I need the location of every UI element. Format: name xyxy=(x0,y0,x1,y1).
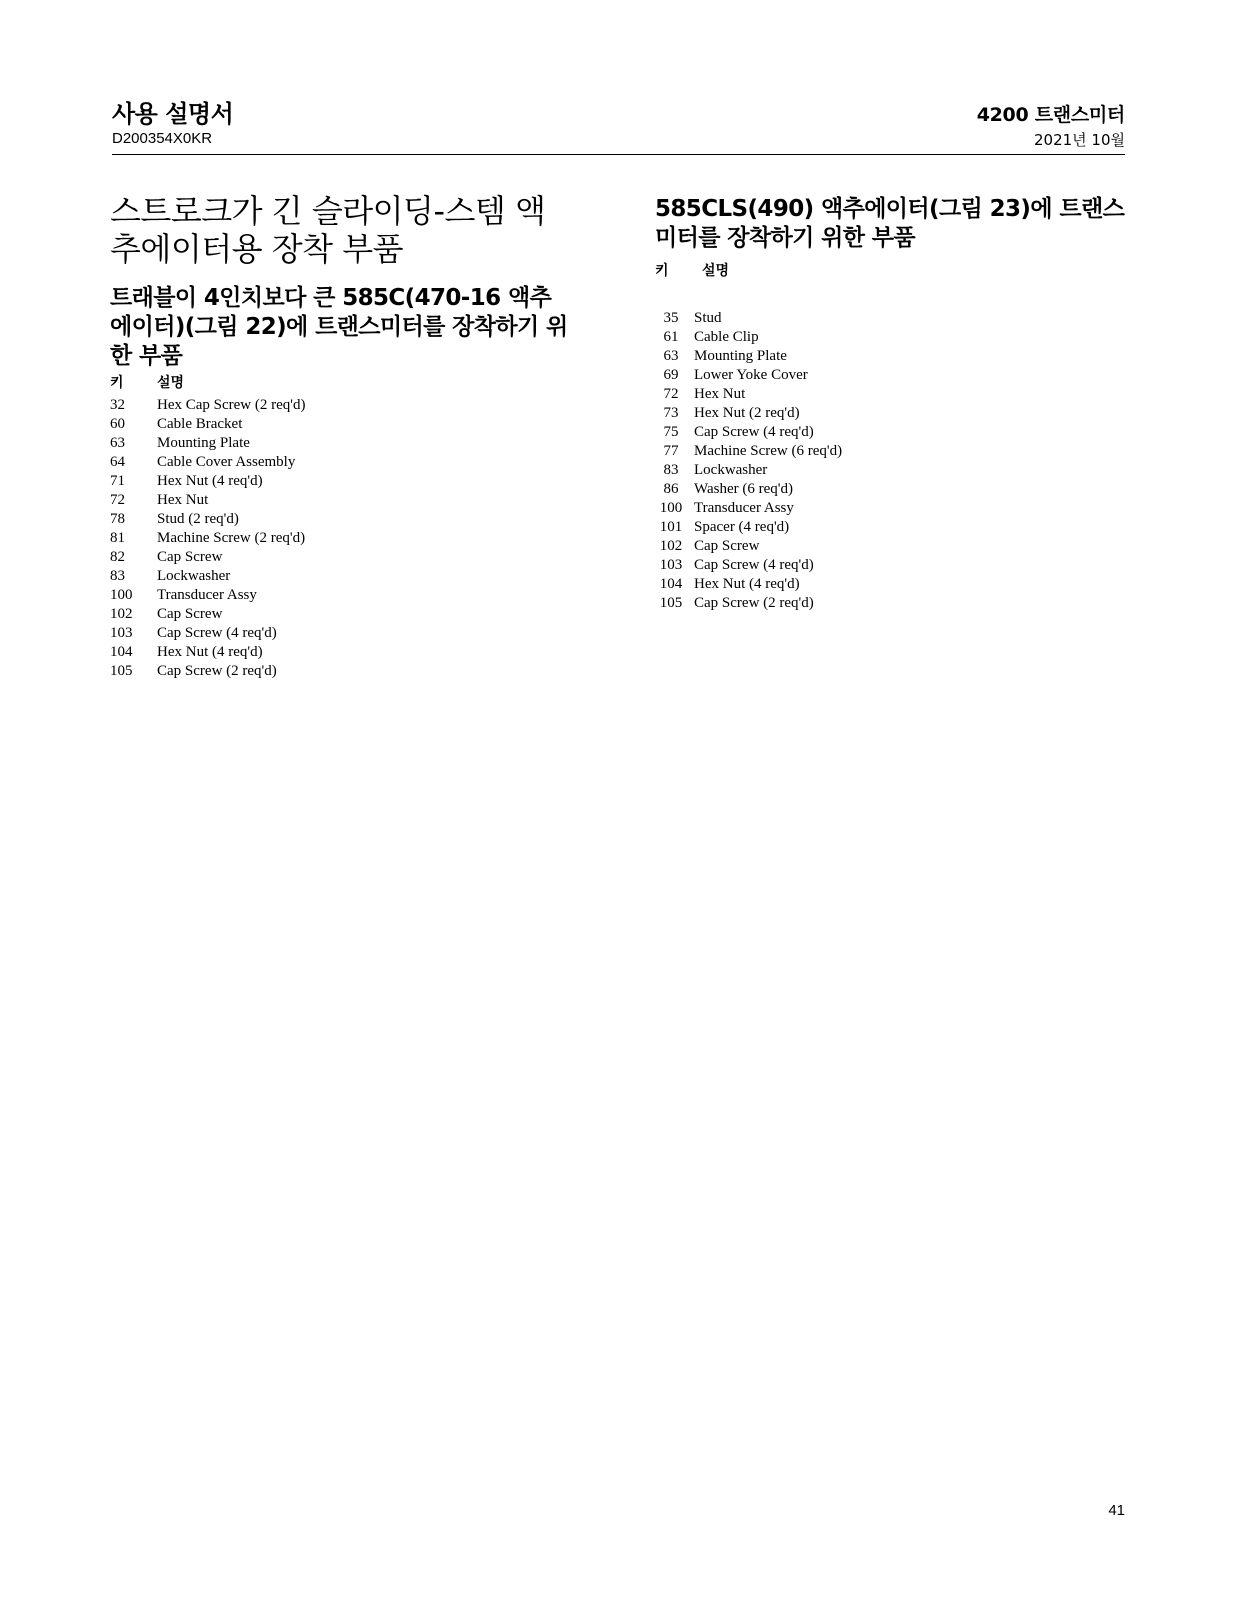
parts-list-row xyxy=(110,491,305,510)
parts-list-row xyxy=(648,385,842,404)
parts-list-row xyxy=(110,567,305,586)
parts-list-row xyxy=(648,347,842,366)
parts-list-row xyxy=(110,415,305,434)
part-description: Cap Screw xyxy=(157,606,223,622)
parts-list-row xyxy=(110,434,305,453)
parts-list-row xyxy=(110,624,305,643)
part-description: Mounting Plate xyxy=(157,435,250,451)
parts-list-row xyxy=(110,662,305,681)
part-description: Mounting Plate xyxy=(694,348,787,364)
parts-list-row xyxy=(110,396,305,415)
parts-list-row xyxy=(648,461,842,480)
part-key: 75 xyxy=(663,424,679,440)
part-description: Lower Yoke Cover xyxy=(694,367,808,383)
part-description: Washer (6 req'd) xyxy=(694,481,793,497)
part-description: Spacer (4 req'd) xyxy=(694,519,790,535)
part-key: 78 xyxy=(110,511,125,527)
part-key: 100 xyxy=(110,587,133,603)
parts-list-row xyxy=(648,518,842,537)
part-key: 61 xyxy=(663,329,679,345)
part-key: 82 xyxy=(110,549,125,565)
part-key: 32 xyxy=(110,397,125,413)
parts-list-row xyxy=(110,643,305,662)
part-description: Transducer Assy xyxy=(694,500,794,516)
part-description: Lockwasher xyxy=(157,568,231,584)
part-key: 83 xyxy=(110,568,125,584)
part-key: 73 xyxy=(663,405,679,421)
part-description: Machine Screw (2 req'd) xyxy=(157,530,306,546)
part-description: Cap Screw (2 req'd) xyxy=(694,595,814,611)
part-key: 69 xyxy=(663,367,679,383)
part-key: 71 xyxy=(110,473,125,489)
page-number: 41 xyxy=(1108,1502,1125,1519)
part-description: Cap Screw xyxy=(694,538,760,554)
part-description: Hex Nut xyxy=(694,386,746,402)
parts-list-row xyxy=(110,510,305,529)
parts-list-row xyxy=(110,472,305,491)
part-description: Hex Nut (4 req'd) xyxy=(157,644,263,660)
parts-list-row xyxy=(648,575,842,594)
part-key: 81 xyxy=(110,530,125,546)
part-key: 72 xyxy=(663,386,679,402)
publication-date: 2021년 10월 xyxy=(1033,131,1125,149)
left-subsection-title: 트래블이 4인치보다 큰 585C(470-16 액추에이터)(그림 22)에 트랜스미터를 장착하기 위한 부품 xyxy=(110,285,568,369)
part-description: Hex Nut (2 req'd) xyxy=(694,405,800,421)
parts-list-row xyxy=(110,453,305,472)
parts-list-row xyxy=(648,366,842,385)
part-key: 103 xyxy=(110,625,133,641)
part-key: 103 xyxy=(659,557,683,573)
part-key: 63 xyxy=(663,348,679,364)
part-key: 104 xyxy=(659,576,683,592)
part-key: 105 xyxy=(659,595,683,611)
part-key: 86 xyxy=(663,481,679,497)
right-key-header: 키 xyxy=(655,263,669,279)
header-divider xyxy=(112,154,1125,155)
part-key: 83 xyxy=(663,462,679,478)
part-description: Cap Screw (4 req'd) xyxy=(157,625,277,641)
document-number: D200354X0KR xyxy=(112,130,213,147)
part-description: Stud xyxy=(694,310,722,326)
parts-list-row xyxy=(110,586,305,605)
part-description: Hex Nut xyxy=(157,492,209,508)
parts-list-row xyxy=(110,605,305,624)
part-description: Cap Screw (2 req'd) xyxy=(157,663,277,679)
parts-list-row xyxy=(648,423,842,442)
right-subsection-title: 585CLS(490) 액추에이터(그림 23)에 트랜스미터를 장착하기 위한 부품 xyxy=(655,196,1125,251)
part-description: Cable Clip xyxy=(694,329,759,345)
part-description: Machine Screw (6 req'd) xyxy=(694,443,843,459)
part-description: Hex Nut (4 req'd) xyxy=(694,576,800,592)
parts-list-row xyxy=(648,309,842,328)
right-parts-list xyxy=(648,309,842,613)
parts-list-row xyxy=(648,537,842,556)
part-key: 102 xyxy=(110,606,133,622)
part-description: Cable Bracket xyxy=(157,416,243,432)
part-description: Stud (2 req'd) xyxy=(157,511,239,527)
parts-list-row xyxy=(648,404,842,423)
part-key: 60 xyxy=(110,416,125,432)
parts-list-row xyxy=(648,442,842,461)
right-description-header: 설명 xyxy=(702,263,730,279)
parts-list-row xyxy=(648,594,842,613)
section-title: 스트로크가 긴 슬라이딩-스템 액추에이터용 장착 부품 xyxy=(110,192,546,268)
part-description: Hex Cap Screw (2 req'd) xyxy=(157,397,306,413)
part-key: 77 xyxy=(663,443,679,459)
left-key-header: 키 xyxy=(110,375,124,391)
part-description: Cable Cover Assembly xyxy=(157,454,296,470)
part-description: Hex Nut (4 req'd) xyxy=(157,473,263,489)
parts-list-row xyxy=(648,556,842,575)
part-key: 63 xyxy=(110,435,125,451)
part-key: 104 xyxy=(110,644,133,660)
manual-title: 사용 설명서 xyxy=(112,100,234,128)
product-name: 4200 트랜스미터 xyxy=(976,104,1125,126)
parts-list-row xyxy=(110,529,305,548)
part-description: Cap Screw xyxy=(157,549,223,565)
parts-list-row xyxy=(648,480,842,499)
left-description-header: 설명 xyxy=(157,375,185,391)
part-description: Cap Screw (4 req'd) xyxy=(694,424,814,440)
part-key: 105 xyxy=(110,663,133,679)
part-key: 100 xyxy=(659,500,683,516)
parts-list-row xyxy=(648,499,842,518)
part-key: 72 xyxy=(110,492,125,508)
part-description: Lockwasher xyxy=(694,462,768,478)
part-key: 102 xyxy=(659,538,683,554)
part-key: 64 xyxy=(110,454,125,470)
part-description: Cap Screw (4 req'd) xyxy=(694,557,814,573)
part-description: Transducer Assy xyxy=(157,587,257,603)
parts-list-row xyxy=(648,328,842,347)
part-key: 101 xyxy=(659,519,683,535)
left-parts-list xyxy=(110,396,305,681)
part-key: 35 xyxy=(663,310,679,326)
parts-list-row xyxy=(110,548,305,567)
